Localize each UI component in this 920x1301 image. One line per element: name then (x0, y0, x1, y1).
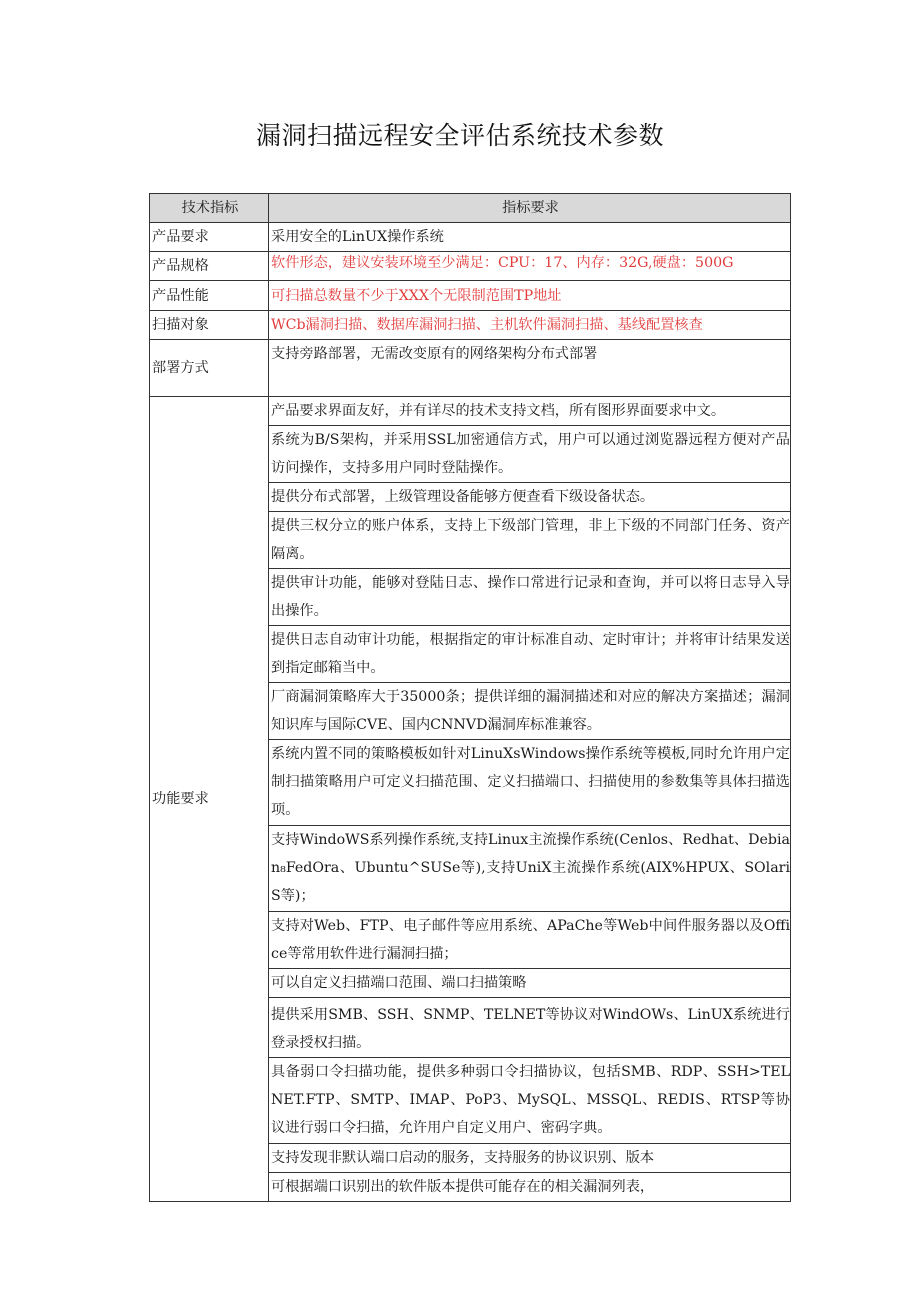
function-item: 提供日志自动审计功能，根据指定的审计标准自动、定时审计；并将审计结果发送到指定邮箱当中。 (269, 626, 791, 683)
function-item: 提供采用SMB、SSH、SNMP、TELNET等协议对WindOWs、LinUX系统进行登录授权扫描。 (269, 998, 791, 1058)
table-row (150, 397, 791, 426)
function-item: 具备弱口令扫描功能，提供多种弱口令扫描协议，包括SMB、RDP、SSH>TELNET.FTP、SMTP、IMAP、PoP3、MySQL、MSSQL、REDIS、RTSP等协议进行弱口令扫描，允许用户自定义用户、密码字典。 (269, 1058, 791, 1144)
function-item: 支持WindoWS系列操作系统,支持Linux主流操作系统(Cenlos、Redhat、Debian₈FedOra、Ubuntu^SUSe等),支持UniX主流操作系统(AIX%HPUX、SOlariS等)； (269, 826, 791, 912)
row-value: 可扫描总数量不少于XXX个无限制范围TP地址 (269, 281, 791, 311)
page-title: 漏洞扫描远程安全评估系统技术参数 (255, 121, 664, 150)
row-label: 产品要求 (150, 223, 269, 252)
row-label: 部署方式 (150, 340, 269, 397)
row-label: 产品规格 (150, 252, 269, 281)
function-item: 提供分布式部署，上级管理设备能够方便查看下级设备状态。 (269, 483, 791, 512)
row-label: 产品性能 (150, 281, 269, 311)
function-item: 可根据端口识别出的软件版本提供可能存在的相关漏洞列表， (269, 1173, 791, 1202)
row-value: WCb漏洞扫描、数据库漏洞扫描、主机软件漏洞扫描、基线配置核查 (269, 311, 791, 340)
table-header-row (150, 194, 791, 223)
row-value: 软件形态，建议安装环境至少满足：CPU：17、内存：32G,硬盘：500G (269, 252, 791, 281)
header-indicator: 技术指标 (150, 194, 269, 223)
function-item: 支持对Web、FTP、电子邮件等应用系统、APaChe等Web中间件服务器以及Office等常用软件进行漏洞扫描； (269, 912, 791, 969)
table-row (150, 223, 791, 252)
row-label: 扫描对象 (150, 311, 269, 340)
row-value: 支持旁路部署，无需改变原有的网络架构分布式部署 (269, 340, 791, 397)
table-row (150, 311, 791, 340)
function-item: 系统为B/S架构，并采用SSL加密通信方式，用户可以通过浏览器远程方便对产品访问操作，支持多用户同时登陆操作。 (269, 426, 791, 483)
function-item: 可以自定义扫描端口范围、端口扫描策略 (269, 969, 791, 998)
table-row (150, 340, 791, 397)
function-item: 厂商漏洞策略库大于35000条；提供详细的漏洞描述和对应的解决方案描述；漏洞知识库与国际CVE、国内CNNVD漏洞库标准兼容。 (269, 683, 791, 740)
spec-table (149, 193, 791, 1202)
header-requirement: 指标要求 (269, 194, 791, 223)
function-item: 提供审计功能，能够对登陆日志、操作口常进行记录和查询，并可以将日志导入导出操作。 (269, 569, 791, 626)
table-row (150, 252, 791, 281)
row-value: 采用安全的LinUX操作系统 (269, 223, 791, 252)
function-item: 系统内置不同的策略模板如针对LinuXsWindows操作系统等模板,同时允许用户定制扫描策略用户可定义扫描范围、定义扫描端口、扫描使用的参数集等具体扫描选项。 (269, 740, 791, 826)
function-item: 支持发现非默认端口启动的服务，支持服务的协议识别、版本 (269, 1144, 791, 1173)
function-item: 提供三权分立的账户体系，支持上下级部门管理，非上下级的不同部门任务、资产隔离。 (269, 512, 791, 569)
function-item: 产品要求界面友好，并有详尽的技术支持文档，所有图形界面要求中文。 (269, 397, 791, 426)
function-label: 功能要求 (150, 397, 269, 1202)
table-row (150, 281, 791, 311)
